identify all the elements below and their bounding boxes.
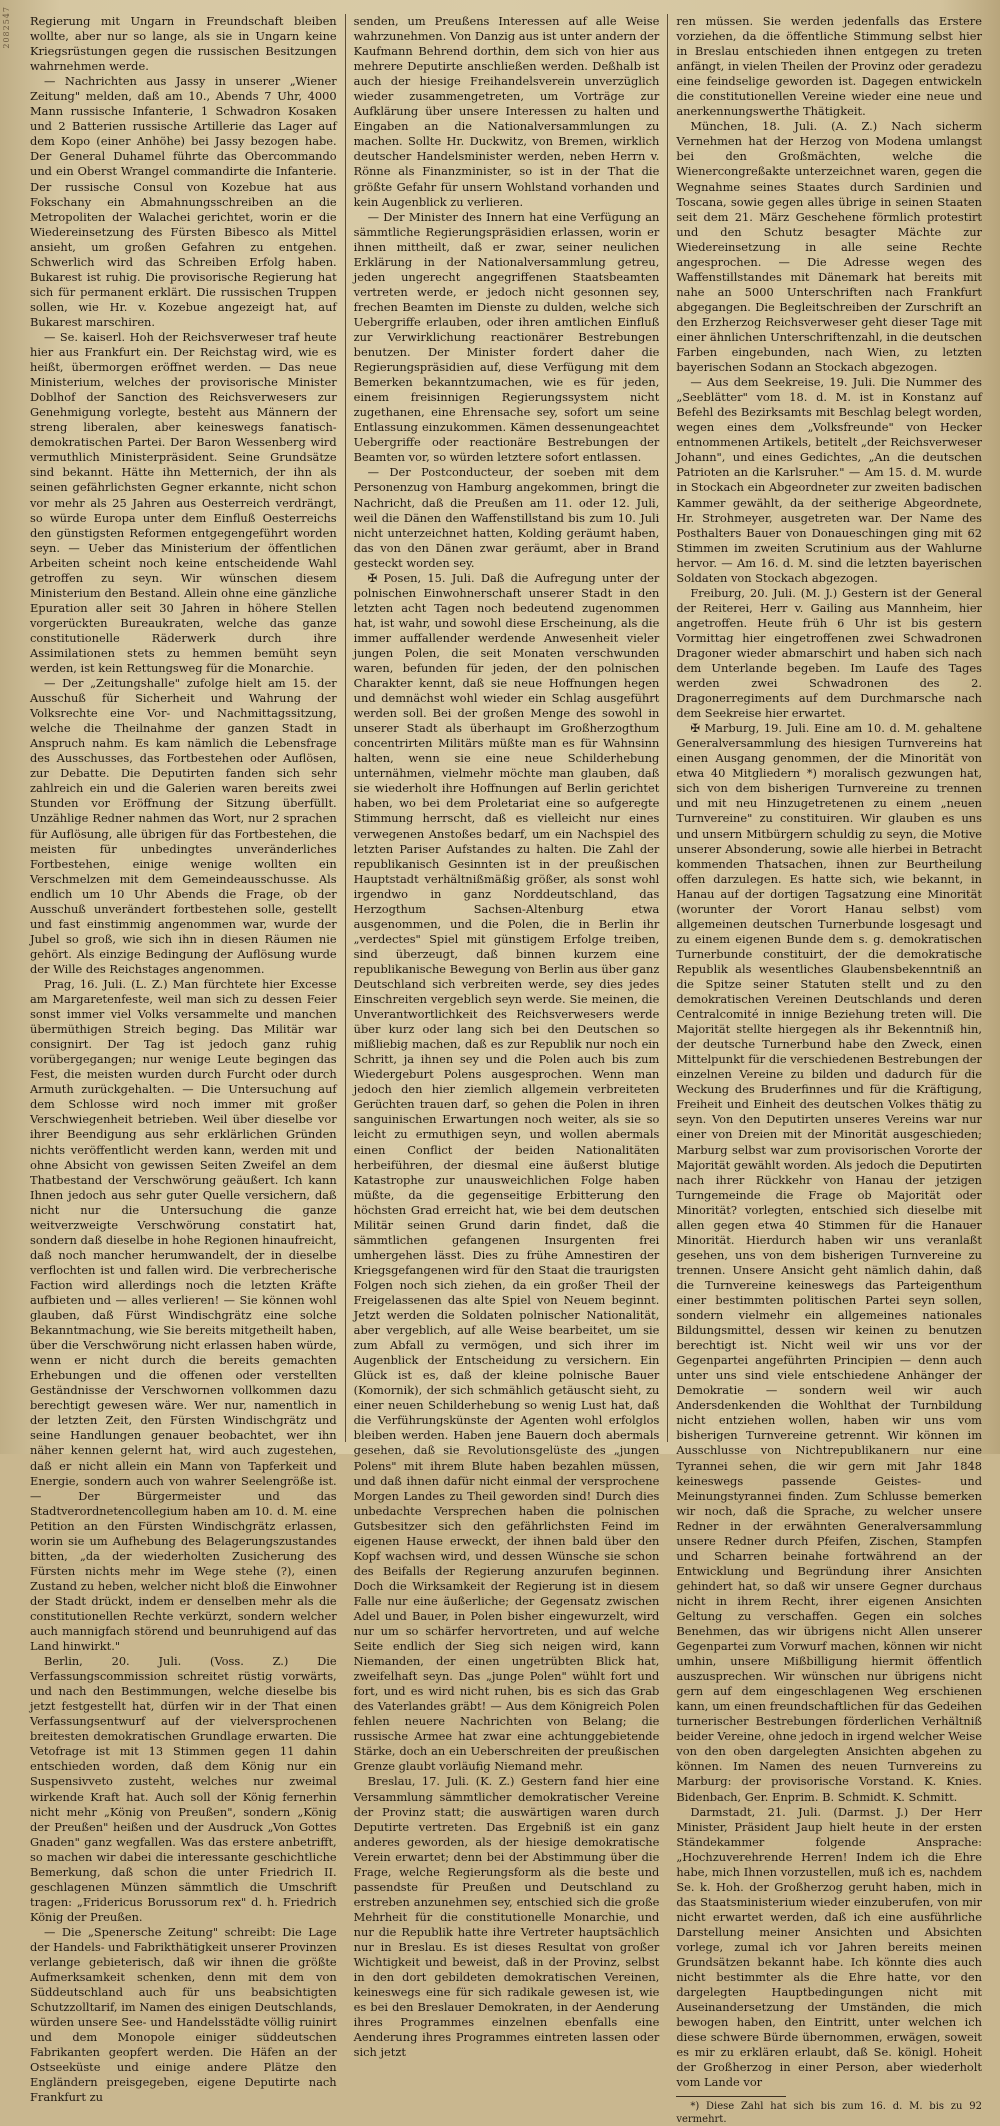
article-paragraph: — Der Minister des Innern hat eine Verfügung an sämmtliche Regierungspräsidien erlassen, worin er ihnen mittheilt, daß er zwar, seiner neulichen Erklärung in der Nationalversammlung getreu, jeden ungerecht angegriffenen Staatsbeamten vertreten werde, er jedoch nicht gesonnen sey, frechen Beamten im Dienste zu dulden, welche sich Uebergriffe erlauben, oder ihren amtlichen Einfluß zur Verwirklichung reactionärer Bestrebungen benutzen. Der Minister fordert daher die Regierungspräsidien auf, diese Verfügung mit dem Bemerken bekanntzumachen, wie es für jeden, einem freisinnigen Regierungssystem nicht zugethanen, eine Ehrensache sey, sofort um seine Entlassung einzukommen. Kämen dessenungeachtet Uebergriffe oder reactionäre Bestrebungen der Beamten vor, so würden letztere sofort entlassen. [353,209,660,465]
article-paragraph: ✠ Marburg, 19. Juli. Eine am 10. d. M. gehaltene Generalversammlung des hiesigen Turnvereins hat einen Ausgang genommen, der die Minorität von etwa 40 Mitgliedern *) moralisch gezwungen hat, sich von dem bisherigen Turnvereine zu trennen und mit neu Hinzugetretenen zu einem „neuen Turnvereine" zu constituiren. Wir glauben es uns und unsern Mitbürgern schuldig zu seyn, die Motive unserer Absonderung, sowie alle hierbei in Betracht kommenden Thatsachen, ihnen zur Beurtheilung offen darzulegen. Es hatte sich, wie bekannt, in Hanau auf der dortigen Tagsatzung eine Minorität (worunter der Vorort Hanau selbst) vom allgemeinen deutschen Turnerbunde losgesagt und zu einem eigenen Bunde dem s. g. demokratischen Turnerbunde constituirt, der die demokratische Republik als wesentliches Glaubensbekenntniß an die Spitze seiner Statuten stellt und zu den demokratischen Vereinen Deutschlands und deren Centralcomité in innige Beziehung treten will. Die Majorität stellte hiergegen als ihr Bekenntniß hin, der deutsche Turnerbund habe den Zweck, einen Mittelpunkt für die verschiedenen Bestrebungen der einzelnen Vereine zu bilden und dadurch für die Weckung des Bruderfinnes und für die Kräftigung, Freiheit und Einheit des deutschen Volkes thätig zu seyn. Von den Deputirten unseres Vereins war nur einer von Dreien mit der Minorität ausgeschieden; Marburg selbst war zum provisorischen Vororte der Majorität gewählt worden. Als jedoch die Deputirten nach ihrer Rückkehr von Hanau der jetzigen Turngemeinde die Frage ob Majorität oder Minorität? vorlegten, entschied sich dieselbe mit allen gegen etwa 40 Stimmen für die Hanauer Minorität. Hierdurch haben wir uns veranlaßt gesehen, uns von dem bisherigen Turnvereine zu trennen. Unsere Ansicht geht nämlich dahin, daß die Turnvereine keineswegs das Parteigenthum einer bestimmten politischen Partei seyn sollen, sondern vielmehr ein allgemeines nationales Bildungsmittel, dessen wir keinen zu benutzen berechtigt ist. Nicht weil wir uns vor der Gegenpartei angeführten Principien — denn auch unter uns sind viele entschiedene Anhänger der Demokratie — sondern weil wir auch Andersdenkenden die Wohlthat der Turnbildung nicht entziehen wollen, haben wir uns vom bisherigen Turnvereine getrennt. Wir können im Ausschlusse von Nichtrepublikanern nur eine Tyrannei sehen, die wir gern mit Jahr 1848 keineswegs passende Geistes- und Meinungstyrannei finden. Zum Schlusse bemerken wir noch, daß die Sprache, zu welcher unsere Redner in der erwähnten Generalversammlung unsere Redner durch Pfeifen, Zischen, Stampfen und Scharren beinahe fortwährend an der Entwicklung und Begründung ihrer Ansichten gehindert hat, so daß wir unsere Gegner durchaus nicht in ihrem Recht, ihrer eigenen Ansichten Geltung zu verschaffen. Gegen ein solches Benehmen, das wir übrigens nicht Allen unserer Gegenpartei zum Vorwurf machen, können wir nicht umhin, unsere Mißbilligung hiermit öffentlich auszusprechen. Wir wünschen nur übrigens nicht gern auf dem eingeschlagenen Weg erschienen kann, um einen freundschaftlichen für das Gedeihen turnerischer Bestrebungen förderlichen Verhältniß beider Vereine, ohne jedoch in irgend welcher Weise von den oben dargelegten Ansichten abgehen zu können. Im Namen des neuen Turnvereins zu Marburg: der provisorische Vorstand. K. Knies. Bidenbach, Ger. Enprim. B. Schmidt. K. Schmitt. [676,721,982,1804]
column-left [22,14,345,2105]
article-paragraph: — Die „Spenersche Zeitung" schreibt: Die Lage der Handels- und Fabrikthätigkeit unserer Provinzen verlange gebieterisch, daß wir ihnen die größte Aufmerksamkeit schenken, denn mit dem von Süddeutschland auch für uns beabsichtigten Schutzzolltarif, im Namen des einigen Deutschlands, würden unsere See- und Handelsstädte völlig ruinirt und dem Monopole einiger süddeutschen Fabrikanten geopfert werden. Die Häfen an der Ostseeküste und einige andere Plätze den Engländern preisgegeben, eigene Deputirte nach Frankfurt zu [30,1924,337,2105]
article-paragraph: — Nachrichten aus Jassy in unserer „Wiener Zeitung" melden, daß am 10., Abends 7 Uhr, 4000 Mann russische Infanterie, 1 Schwadron Kosaken und 2 Batterien russische Artillerie das Lager auf dem Kopo (einer Anhöhe) bei Jassy bezogen habe. Der General Duhamel führte das Obercommando und ein Oberst Wrangel commandirte die Infanterie. Der russische Consul von Kozebue hat aus Fokschany ein Abmahnungsschreiben an die Metropoliten der Walachei gerichtet, worin er die Wiedereinsetzung des Fürsten Bibesco als Mittel ansieht, um großen Gefahren zu entgehen. Schwerlich wird das Schreiben Erfolg haben. Bukarest ist ruhig. Die provisorische Regierung hat sich für permanent erklärt. Die russischen Truppen sollen, wie Hr. v. Kozebue angezeigt hat, auf Bukarest marschiren. [30,74,337,329]
article-paragraph: ✠ Posen, 15. Juli. Daß die Aufregung unter der polnischen Einwohnerschaft unserer Stadt in den letzten acht Tagen noch bedeutend zugenommen hat, ist wahr, und sowohl diese Erscheinung, als die immer auffallender werdende Anwesenheit vieler jungen Polen, die seit Monaten verschwunden waren, befunden für jeden, der den polnischen Charakter kennt, daß sie neue Hoffnungen hegen und demnächst wohl wieder ein Schlag ausgeführt werden soll. Bei der großen Menge des sowohl in unserer Stadt als überhaupt im Großherzogthum concentrirten Militärs müßte man es für Wahnsinn halten, wenn sie eine neue Schilderhebung unternähmen, vielmehr möchte man glauben, daß sie wiederholt ihre Hoffnungen auf Berlin gerichtet haben, wo bei dem Proletariat eine so aufgeregte Stimmung herrscht, daß es vielleicht nur eines verwegenen Anstoßes bedarf, um ein Nachspiel des letzten Pariser Aufstandes zu halten. Die Zahl der republikanisch Gesinnten ist in der preußischen Hauptstadt verhältnißmäßig größer, als sonst wohl irgendwo in ganz Norddeutschland, das Herzogthum Sachsen-Altenburg etwa ausgenommen, und die Polen, die in Berlin ihr „verdectes" Spiel mit günstigem Erfolge treiben, sind überzeugt, daß binnen kurzem eine republikanische Bewegung von Berlin aus über ganz Deutschland sich verbreiten werde, sey dies jedes Einschreiten vergeblich seyn werde. Sie meinen, die Unverantwortlichkeit des Reichsverwesers werde über kurz oder lang sich bei den Deutschen so mißliebig machen, daß es zur Republik nur noch ein Schritt, ja ihnen sey und die Polen auch bis zum Wiedergeburt Polens ausgesprochen. Wenn man jedoch den hier ziemlich allgemein verbreiteten Gerüchten trauen darf, so gehen die Polen in ihren sanguinischen Erwartungen noch weiter, als sie so leicht zu ermuthigen seyn, und wollen abermals einen Conflict der beiden Nationalitäten herbeiführen, der diesmal eine äußerst blutige Katastrophe zur unausweichlichen Folge haben müßte, da die gegenseitige Erbitterung den höchsten Grad erreicht hat, wie bei dem deutschen Militär seinen Grund darin findet, daß die sämmtlichen gefangenen Insurgenten frei umhergehen lässt. Dies zu frühe Amnestiren der Kriegsgefangenen wird für den Staat die traurigsten Folgen noch sich ziehen, da ein großer Theil der Freigelassenen das alte Spiel von Neuem beginnt. Jetzt werden die Soldaten polnischer Nationalität, aber vergeblich, auf alle Weise bearbeitet, um sie zum Abfall zu vermögen, und sich ihrer im Augenblick der Entscheidung zu versichern. Ein Glück ist es, daß der kleine polnische Bauer (Komornik), der sich schmählich getäuscht sieht, zu einer neuen Schilderhebung so wenig Lust hat, daß die Verführungskünste der Agenten wohl erfolglos bleiben werden. Haben jene Bauern doch abermals gesehen, daß sie Revolutionsgelüste des „jungen Polens" mit ihrem Blute haben bezahlen müssen, und daß ihnen dafür nicht einmal der versprochene Morgen Landes zu Theil geworden sind! Durch dies unbedachte Versprechen haben die polnischen Gutsbesitzer sich den gefährlichsten Feind im eigenen Hause erweckt, der ihnen bald über den Kopf wachsen wird, und dessen Wünsche sie schon des Beifalls der Regierung anzurufen beginnen. Doch die Wirksamkeit der Regierung ist in diesem Falle nur eine äußerliche; der Gegensatz zwischen Adel und Bauer, in Polen bisher eingewurzelt, wird nur um so schärfer hervortreten, und auf welche Seite endlich der Sieg sich neigen wird, kann Niemanden, der einen ungetrübten Blick hat, zweifelhaft seyn. Das „junge Polen" wühlt fort und fort, und es wird nicht ruhen, bis es sich das Grab des Vaterlandes gräbt! — Aus dem Königreich Polen fehlen neuere Nachrichten von Belang; die russische Armee hat zwar eine achtunggebietende Stärke, doch an ein Ueberschreiten der preußischen Grenze glaubt vorläufig Niemand mehr. [353,570,660,1774]
footnote: *) Diese Zahl hat sich bis zum 16. d. M. bis zu 92 vermehrt. [676,2101,982,2126]
column-middle [345,14,668,2060]
article-paragraph: — Der „Zeitungshalle" zufolge hielt am 15. der Ausschuß für Sicherheit und Wahrung der Volksrechte eine Vor- und Nachmittagssitzung, welche die Theilnahme der ganzen Stadt in Anspruch nahm. Es kam nämlich die Lebensfrage des Ausschusses, das Fortbestehen oder Auflösen, zur Debatte. Die Deputirten fanden sich sehr zahlreich ein und die Galerien waren bereits zwei Stunden vor Eröffnung der Sitzung überfüllt. Unzählige Redner nahmen das Wort, nur 2 sprachen für Auflösung, alle übrigen für das Fortbestehen, die meisten für unbedingtes unveränderliches Fortbestehen, einige wenige wollten ein Verschmelzen mit dem Gemeindeausschusse. Als endlich um 10 Uhr Abends die Frage, ob der Ausschuß unverändert fortbestehen solle, gestellt und fast einstimmig angenommen war, wurde der Jubel so groß, wie sich ihn in diesen Räumen nie gehört. Als einzige Bedingung der Auflösung wurde der Wille des Reichstages angenommen. [30,676,337,976]
article-paragraph: — Der Postconducteur, der soeben mit dem Personenzug von Hamburg angekommen, bringt die Nachricht, daß die Preußen am 11. oder 12. Juli, weil die Dänen den Waffenstillstand bis zum 10. Juli nicht unterzeichnet hatten, Kolding geräumt haben, das von den Dänen zwar geräumt, aber in Brand gesteckt worden sey. [353,465,660,570]
article-paragraph: Darmstadt, 21. Juli. (Darmst. J.) Der Herr Minister, Präsident Jaup hielt heute in der ersten Ständekammer folgende Ansprache: „Hochzuverehrende Herren! Indem ich die Ehre habe, mich Ihnen vorzustellen, muß ich es, nachdem Se. k. Hoh. der Großherzog geruht haben, mich in das Staatsministerium wieder einzuberufen, von mir nicht erwartet werden, daß ich eine ausführliche Darstellung meiner Ansichten und Absichten vorlege, zumal ich vor Jahren bereits meinen Grundsätzen bekannt habe. Ich könnte dies auch nicht bestimmter als die Ehre hatte, vor den dargelegten Hauptbedingungen nicht mit Auseinandersetzung der Umständen, die mich bewogen haben, den Eintritt, unter welchen ich diese schwere Bürde übernommen, erwägen, soweit es mir zu erklären erlaubt, daß Se. königl. Hoheit der Großherzog in einer Person, aber wiederholt vom Lande vor [676,1804,982,2090]
article-paragraph: Berlin, 20. Juli. (Voss. Z.) Die Verfassungscommission schreitet rüstig vorwärts, und nach den Bestimmungen, welche dieselbe bis jetzt festgestellt hat, dürfen wir in der That einen Verfassungsentwurf auf der vielversprochenen breitesten demokratischen Grundlage erwarten. Die Vetofrage ist mit 13 Stimmen gegen 11 dahin entschieden worden, daß dem König nur ein Suspensivveto zusteht, welches nur zweimal wirkende Kraft hat. Auch soll der König fernerhin nicht mehr „König von Preußen", sondern „König der Preußen" heißen und der Ausdruck „Von Gottes Gnaden" ganz wegfallen. Was das erstere anbetrifft, so machen wir dabei die interessante geschichtliche Bemerkung, daß schon die unter Friedrich II. geschlagenen Münzen sämmtlich die Umschrift tragen: „Fridericus Borussorum rex" d. h. Friedrich König der Preußen. [30,1654,337,1924]
article-paragraph: — Aus dem Seekreise, 19. Juli. Die Nummer des „Seeblätter" vom 18. d. M. ist in Konstanz auf Befehl des Bezirksamts mit Beschlag belegt worden, wegen eines dem „Volksfreunde" von Hecker entnommenen Artikels, betitelt „der Reichsverweser Johann", und eines Gedichtes, „An die deutschen Patrioten an die Karlsruher." — Am 15. d. M. wurde in Stockach ein Abgeordneter zur zweiten badischen Kammer gewählt, da der seitherige Abgeordnete, Hr. Strohmeyer, ausgetreten war. Der Name des Posthalters Bauer von Donaueschingen ging mit 62 Stimmen im zweiten Scrutinium aus der Wahlurne hervor. — Am 16. d. M. sind die letzten bayerischen Soldaten von Stockach abgezogen. [676,375,982,585]
article-paragraph: Breslau, 17. Juli. (K. Z.) Gestern fand hier eine Versammlung sämmtlicher demokratischer Vereine der Provinz statt; die auswärtigen waren durch Deputirte vertreten. Das Ergebniß ist ein ganz anderes geworden, als der hiesige demokratische Verein erwartet; denn bei der Abstimmung über die Frage, welche Regierungsform als die beste und passendste für Preußen und Deutschland zu erstreben anzunehmen sey, entschied sich die große Mehrheit für die constitutionelle Monarchie, und nur die Republik hatte ihre Vertreter hauptsächlich nur in Breslau. Es ist dieses Resultat von großer Wichtigkeit und beweist, daß in der Provinz, selbst in den dort gebildeten demokratischen Vereinen, keineswegs eine für sich radikale gewesen ist, wie es bei den Breslauer Demokraten, in der Aenderung ihres Programmes einzelnen ebenfalls eine Aenderung ihres Programmes eintreten lassen oder sich jetzt [353,1774,660,2060]
article-paragraph: Freiburg, 20. Juli. (M. J.) Gestern ist der General der Reiterei, Herr v. Gailing aus Mannheim, hier angetroffen. Heute früh 6 Uhr ist bis gestern Vormittag hier eingetroffenen zwei Schwadronen Dragoner wieder abmarschirt und haben sich nach dem Unterlande begeben. Im Laufe des Tages werden zwei Schwadronen des 2. Dragonerregiments auf dem Durchmarsche nach dem Seekreise hier erwartet. [676,585,982,721]
footnote-rule [676,2096,786,2097]
article-paragraph: ren müssen. Sie werden jedenfalls das Erstere vorziehen, da die öffentliche Stimmung selbst hier in Breslau entschieden ihnen entgegen zu treten anfängt, in vielen Theilen der Provinz oder geradezu eine feindselige geworden ist. Dagegen entwickeln die constitutionellen Vereine wieder eine neue und anerkennungswerthe Thätigkeit. [676,14,982,119]
article-paragraph: Prag, 16. Juli. (L. Z.) Man fürchtete hier Excesse am Margaretenfeste, weil man sich zu dessen Feier sonst immer viel Volks versammelte und manchen übermüthigen Streich beging. Das Militär war consignirt. Der Tag ist jedoch ganz ruhig vorübergegangen; nur wenige Leute begingen das Fest, die meisten wurden durch Furcht oder durch Armuth zurückgehalten. — Die Untersuchung auf dem Schlosse wird noch immer mit großer Verschwiegenheit betrieben. Weil über dieselbe vor ihrer Beendigung aus sehr erklärlichen Gründen nichts veröffentlicht werden kann, werden mit und ohne Absicht von gewissen Seiten Zweifel an dem Thatbestand der Verschwörung geäußert. Ich kann Ihnen jedoch aus sehr guter Quelle versichern, daß nicht nur die Untersuchung die ganze weitverzweigte Verschwörung constatirt hat, sondern daß dieselbe in hohe Regionen hinaufreicht, daß noch mancher herumwandelt, der in dieselbe verflochten ist und fallen wird. Die verbrecherische Faction wird allerdings noch die letzten Kräfte aufbieten und — alles verlieren! — Sie können wohl glauben, daß Fürst Windischgrätz eine solche Bekanntmachung, wie Sie bereits mitgetheilt haben, über die Verschwörung nicht erlassen haben würde, wenn er nicht durch die bereits gemachten Erhebungen und die offenen oder verstellten Geständnisse der Verschwornen vollkommen dazu berechtigt gewesen wäre. Wer nur, namentlich in der letzten Zeit, den Fürsten Windischgrätz und seine Handlungen genauer beobachtet, wer ihn näher kennen gelernt hat, wird auch zugestehen, daß er nicht allein ein Mann von Tapferkeit und Energie, sondern auch von wahrer Seelengröße ist. — Der Bürgermeister und das Stadtverordnetencollegium haben am 10. d. M. eine Petition an den Fürsten Windischgrätz erlassen, worin sie um Aufhebung des Belagerungszustandes bitten, „da der wiederholten Zusicherung des Fürsten nichts mehr im Wege stehe (?), einen Zustand zu heben, welcher nicht bloß die Einwohner der Stadt drückt, indem er denselben mehr als die constitutionellen Rechte verkürzt, sondern welcher auch mannigfach störend und beunruhigend auf das Land hinwirkt." [30,977,337,1654]
library-stamp: 2082547 [2,6,11,49]
article-paragraph: Regierung mit Ungarn in Freundschaft bleiben wollte, aber nur so lange, als sie in Ungarn keine Kriegsrüstungen gegen die russischen Besitzungen wahrnehmen werde. [30,14,337,74]
article-paragraph: senden, um Preußens Interessen auf alle Weise wahrzunehmen. Von Danzig aus ist unter andern der Kaufmann Behrend dorthin, dem sich von hier aus mehrere Deputirte anschließen werden. Deßhalb ist auch der hiesige Freihandelsverein unverzüglich wieder zusammengetreten, um Vorträge zur Aufklärung über unsere Interessen zu halten und Eingaben an die Nationalversammlungen zu machen. Sollte Hr. Duckwitz, von Bremen, wirklich deutscher Handelsminister werden, neben Herrn v. Rönne als Finanzminister, so ist in der That die größte Gefahr für unsern Wohlstand vorhanden und kein Augenblick zu verlieren. [353,14,660,209]
article-paragraph: München, 18. Juli. (A. Z.) Nach sicherm Vernehmen hat der Herzog von Modena umlangst bei den Großmächten, welche die Wienercongreßakte unterzeichnet waren, gegen die Wegnahme seines Staates durch Sardinien und Toscana, sowie gegen alles übrige in seinen Staaten seit dem 21. März Geschehene förmlich protestirt und den Schutz besagter Mächte zur Wiedereinsetzung in alle seine Rechte angesprochen. — Die Adresse wegen des Waffenstillstandes mit Dänemark hat bereits mit nahe an 5000 Unterschriften nach Frankfurt abgegangen. Die Begleitschreiben der Zurschrift an den Erzherzog Reichsverweser geht dieser Tage mit einer ähnlichen Unterschriftenzahl, in die deutschen Farben eingebunden, nach Wien, zu letzten bayerischen Sodann an Stockach abgezogen. [676,119,982,375]
column-right [667,14,990,2126]
column-container [22,14,990,2126]
article-paragraph: — Se. kaiserl. Hoh der Reichsverweser traf heute hier aus Frankfurt ein. Der Reichstag wird, wie es heißt, übermorgen eröffnet werden. — Das neue Ministerium, welches der provisorische Minister Doblhof der Sanction des Reichsverwesers zur Genehmigung vorlegte, besteht aus Männern der streng liberalen, aber keineswegs fanatisch-demokratischen Partei. Der Baron Wessenberg wird vermuthlich Ministerpräsident. Seine Grundsätze sind bekannt. Hätte ihn Metternich, der ihn als seinen gefährlichsten Gegner erkannte, nicht schon vor mehr als 25 Jahren aus Oesterreich verdrängt, so würde Europa unter dem Einfluß Oesterreichs den günstigsten Reformen entgegengeführt worden seyn. — Ueber das Ministerium der öffentlichen Arbeiten scheint noch keine entscheidende Wahl getroffen zu seyn. Wir wünschen diesem Ministerium den Bestand. Allein ohne eine gänzliche Epuration aller seit 30 Jahren in höhere Stellen vorgerückten Bureaukraten, welche das ganze constitutionelle Räderwerk durch ihre Assimilationen stets zu hemmen bemüht seyn werden, ist kein Rettungsweg für die Monarchie. [30,329,337,676]
